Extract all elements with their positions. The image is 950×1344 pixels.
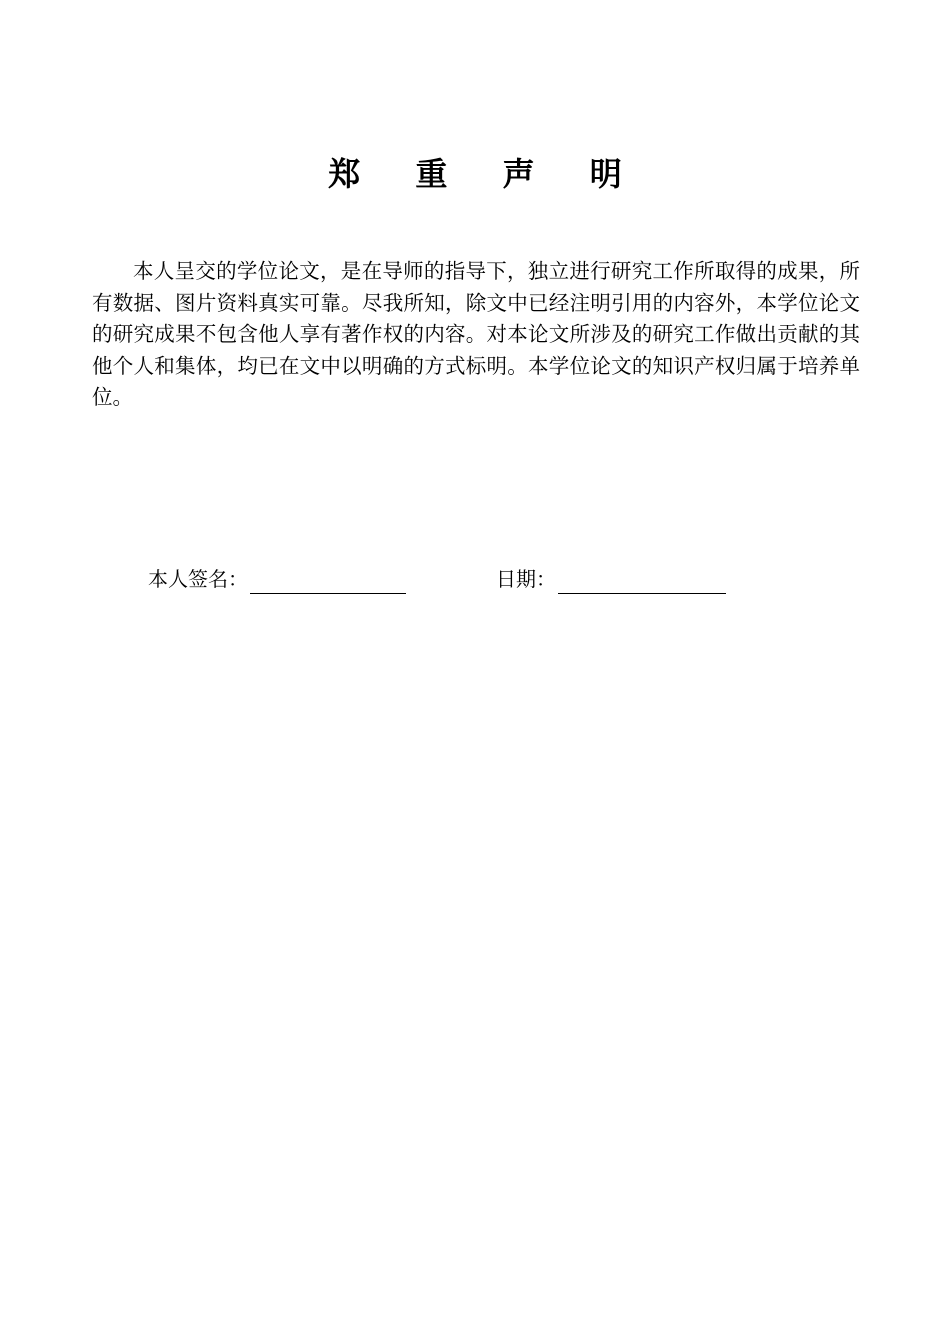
signature-line[interactable] (250, 569, 406, 594)
signature-row (0, 564, 950, 596)
declaration-body: 本人呈交的学位论文，是在导师的指导下，独立进行研究工作所取得的成果，所有数据、图片资料真实可靠。尽我所知，除文中已经注明引用的内容外，本学位论文的研究成果不包含他人享有著作权的内容。对本论文所涉及的研究工作做出贡献的其他个人和集体，均已在文中以明确的方式标明。本学位论文的知识产权归属于培养单位。 (92, 259, 860, 409)
date-label: 日期： (496, 567, 556, 591)
date-field-group (496, 564, 726, 594)
page-title: 郑 重 声 明 (328, 155, 644, 193)
signature-field-group (148, 564, 406, 594)
date-line[interactable] (558, 569, 726, 594)
signature-label: 本人签名： (148, 567, 248, 591)
